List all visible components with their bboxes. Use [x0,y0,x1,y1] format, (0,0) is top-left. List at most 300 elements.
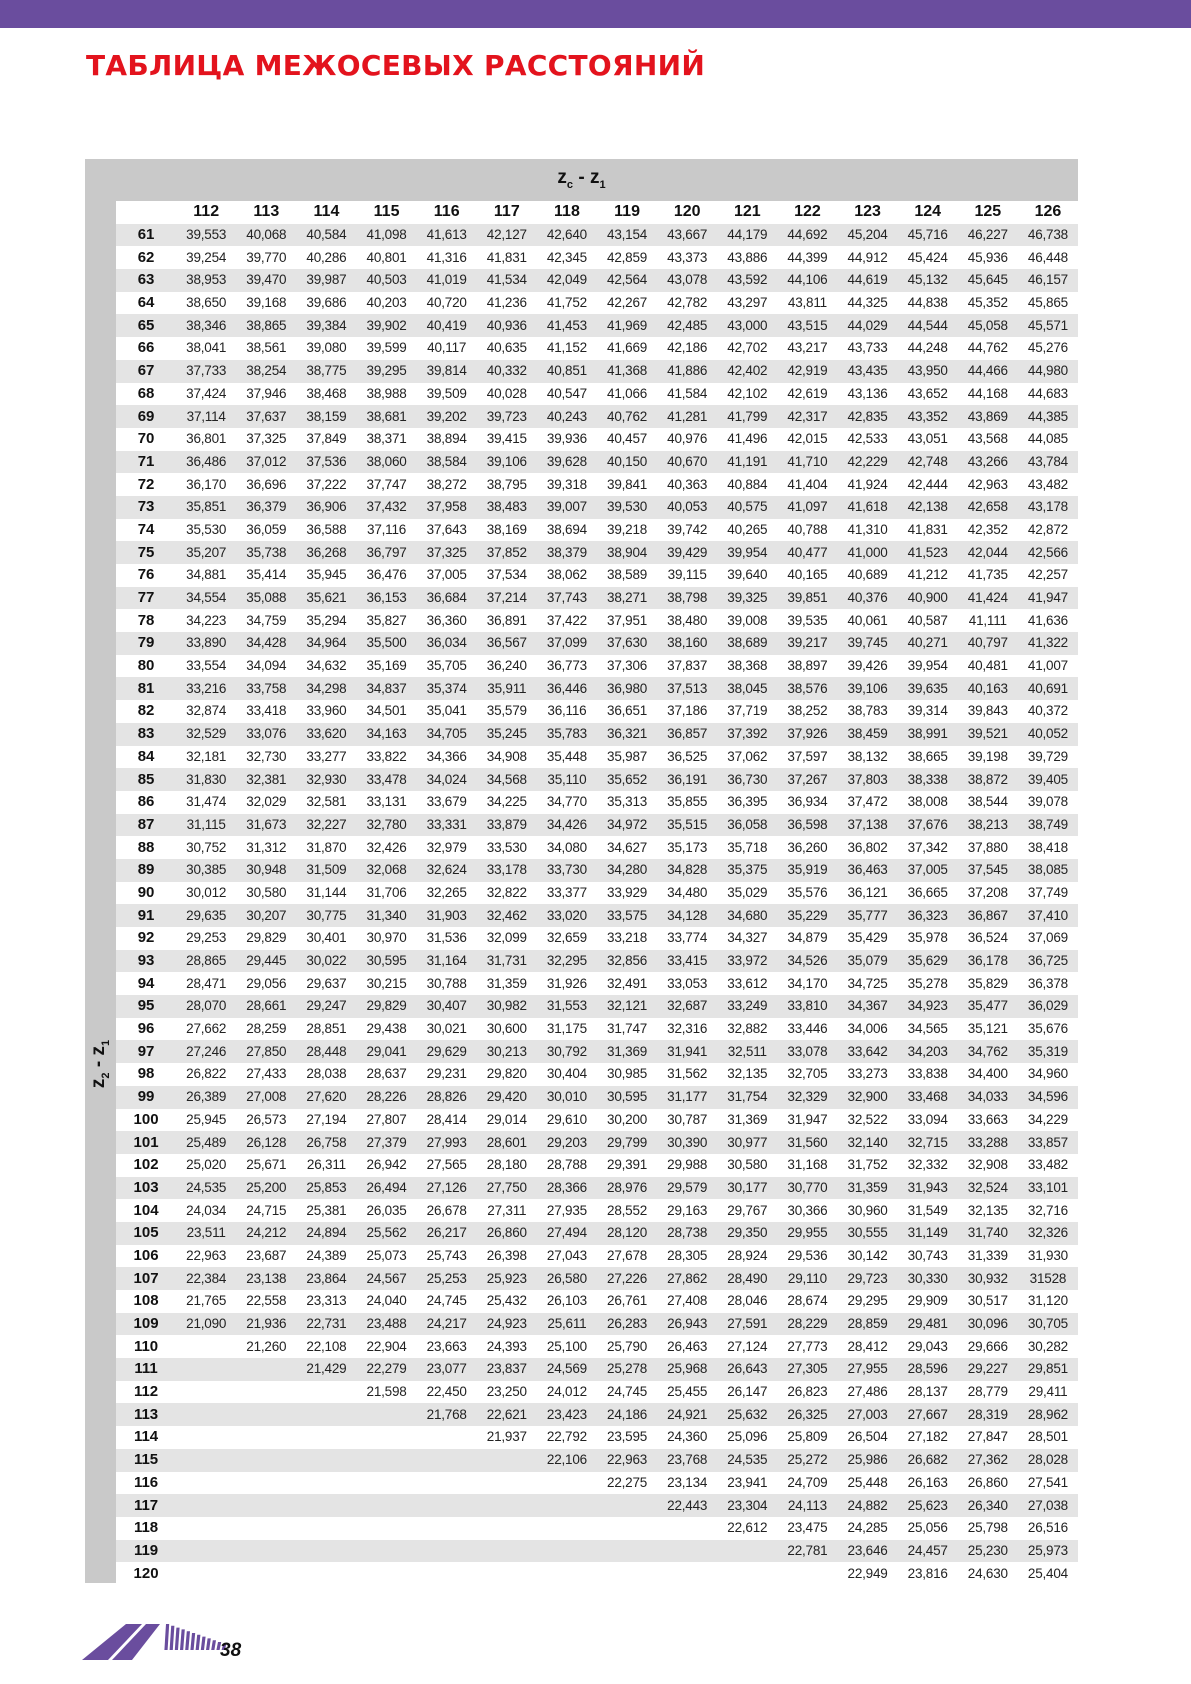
table-cell: 22,781 [777,1540,837,1563]
table-cell: 39,384 [296,314,356,337]
row-header: 98 [137,1065,155,1083]
table-cell: 37,062 [727,748,768,764]
table-cell: 27,226 [597,1267,657,1290]
table-cell: 32,581 [306,794,347,810]
table-cell: 31,120 [1027,1293,1068,1309]
table-cell: 22,963 [597,1449,657,1472]
table-cell: 42,748 [898,451,958,474]
row-header: 102 [133,1156,159,1174]
table-cell: 30,595 [597,1086,657,1109]
table-cell: 30,752 [186,839,227,855]
table-row [116,224,1078,247]
table-row [116,1540,1078,1563]
table-cell: 26,147 [727,1384,768,1400]
table-cell: 43,373 [667,249,708,265]
table-cell: 42,127 [477,224,537,247]
row-header: 104 [133,1201,159,1219]
table-cell: 42,049 [537,269,597,292]
top-color-bar [0,0,1191,28]
table-cell: 25,853 [296,1177,356,1200]
table-cell: 37,012 [236,451,296,474]
table-cell: 32,687 [657,995,717,1018]
table-cell: 39,599 [366,340,407,356]
table-cell: 29,227 [958,1358,1018,1381]
table-cell: 22,792 [546,1429,587,1445]
table-cell: 31,359 [486,975,527,991]
table-cell: 40,068 [236,224,296,247]
table-cell: 39,470 [236,269,296,292]
table-cell [417,1494,477,1517]
table-cell: 38,749 [1018,814,1078,837]
table-cell: 40,936 [477,314,537,337]
table-cell: 31,536 [426,930,467,946]
table-cell: 25,632 [717,1403,777,1426]
table-cell: 25,923 [477,1267,537,1290]
table-cell: 21,260 [246,1338,287,1354]
table-cell: 31,553 [537,995,597,1018]
table-cell: 31,926 [546,975,587,991]
table-cell: 41,710 [777,451,837,474]
table-cell: 25,020 [186,1157,227,1173]
table-cell: 42,317 [777,405,837,428]
table-cell: 35,173 [667,839,708,855]
table-cell: 35,294 [306,612,347,628]
table-cell [296,1403,356,1426]
table-cell: 32,529 [176,723,236,746]
table-cell: 28,851 [306,1021,347,1037]
table-cell [537,1540,597,1563]
table-cell: 34,554 [176,587,236,610]
table-cell: 38,468 [306,385,347,401]
table-cell: 39,429 [657,541,717,564]
table-row [116,1517,1078,1540]
table-cell: 23,134 [667,1474,708,1490]
table-cell: 29,799 [597,1131,657,1154]
table-cell: 26,516 [1027,1520,1068,1536]
table-cell: 32,068 [357,859,417,882]
table-cell [417,1517,477,1540]
table-cell: 25,973 [1018,1540,1078,1563]
table-cell: 35,169 [366,658,407,674]
table-cell: 31,164 [417,950,477,973]
table-cell: 25,671 [246,1157,287,1173]
table-cell: 33,838 [907,1066,948,1082]
table-cell: 31,562 [667,1066,708,1082]
table-cell: 38,160 [657,632,717,655]
table-cell: 37,099 [537,632,597,655]
table-cell: 28,180 [486,1157,527,1173]
table-cell: 32,716 [1027,1202,1068,1218]
table-cell: 42,267 [607,295,648,311]
table-cell: 32,524 [958,1177,1018,1200]
table-cell: 34,972 [597,814,657,837]
table-cell: 46,227 [958,224,1018,247]
table-cell: 42,345 [546,249,587,265]
table-cell: 42,402 [717,360,777,383]
table-cell: 30,366 [787,1202,828,1218]
table-cell: 33,663 [967,1111,1008,1127]
table-cell: 44,179 [717,224,777,247]
table-cell: 33,131 [366,794,407,810]
table-cell: 36,588 [306,521,347,537]
axis-top-sub-a: c [566,178,574,191]
table-row [116,337,1078,360]
table-cell: 32,624 [417,859,477,882]
table-cell: 35,652 [597,768,657,791]
column-header-row [116,201,1078,224]
table-cell: 37,749 [1027,884,1068,900]
table-cell: 28,779 [967,1384,1008,1400]
table-cell: 37,325 [246,431,287,447]
table-cell: 39,509 [426,385,467,401]
table-cell: 38,480 [667,612,708,628]
table-cell: 40,376 [838,587,898,610]
table-cell: 43,000 [717,314,777,337]
table-cell: 27,565 [426,1157,467,1173]
table-cell: 26,311 [306,1157,346,1173]
column-header: 116 [417,201,477,224]
table-cell: 44,325 [847,295,888,311]
table-row [116,1199,1078,1222]
table-row [116,677,1078,700]
table-cell: 37,733 [176,360,236,383]
table-cell: 28,305 [667,1247,708,1263]
table-cell: 34,632 [306,658,347,674]
table-cell: 34,163 [357,723,417,746]
row-header: 120 [133,1564,159,1582]
table-row [116,383,1078,406]
table-cell: 31,740 [958,1222,1018,1245]
table-cell: 36,029 [1018,995,1078,1018]
table-cell: 27,993 [417,1131,477,1154]
table-cell: 41,281 [657,405,717,428]
table-cell: 35,851 [176,496,236,519]
table-cell: 23,423 [537,1403,597,1426]
table-cell: 34,568 [477,768,537,791]
table-cell: 35,477 [958,995,1018,1018]
table-cell: 33,575 [597,904,657,927]
table-cell: 43,154 [597,224,657,247]
table-cell: 37,138 [838,814,898,837]
table-cell: 40,061 [847,612,888,628]
table-cell: 37,472 [847,794,888,810]
table-cell: 24,034 [186,1202,227,1218]
row-header: 109 [116,1313,176,1336]
table-cell [296,1426,356,1449]
table-row [116,904,1078,927]
table-cell: 44,399 [787,249,828,265]
stripes-logo-icon [82,1614,242,1662]
column-header: 115 [357,201,417,224]
table-cell: 40,587 [907,612,948,628]
table-cell: 31,359 [838,1177,898,1200]
table-cell: 28,028 [1018,1449,1078,1472]
table-cell: 41,404 [787,476,828,492]
row-header: 111 [116,1358,176,1381]
table-cell: 25,278 [597,1358,657,1381]
table-cell: 25,489 [176,1131,236,1154]
table-cell: 30,200 [607,1111,648,1127]
table-cell: 43,352 [898,405,958,428]
table-cell: 40,584 [296,224,356,247]
table-cell: 40,689 [847,567,888,583]
table-cell: 40,150 [597,451,657,474]
table-cell: 28,120 [597,1222,657,1245]
table-cell: 44,385 [1018,405,1078,428]
table-cell: 40,851 [537,360,597,383]
table-cell: 27,008 [236,1086,296,1109]
table-cell: 32,462 [477,904,537,927]
table-row [116,1109,1078,1132]
row-header: 117 [116,1494,176,1517]
table-cell: 41,152 [546,340,587,356]
table-cell: 37,392 [717,723,777,746]
table-cell: 39,295 [357,360,417,383]
table-cell: 39,218 [607,521,648,537]
table-cell: 24,040 [366,1293,407,1309]
table-cell: 41,886 [657,360,717,383]
table-cell [477,1449,537,1472]
table-cell: 38,584 [417,451,477,474]
table-cell: 32,730 [246,748,287,764]
table-cell: 44,683 [1027,385,1068,401]
table-cell: 29,411 [1028,1384,1068,1400]
table-cell: 29,829 [357,995,417,1018]
table-cell: 28,859 [838,1313,898,1336]
table-cell: 43,297 [727,295,768,311]
table-cell: 22,108 [306,1338,347,1354]
table-cell: 41,636 [1027,612,1068,628]
table-cell: 34,327 [727,930,768,946]
table-cell: 33,972 [717,950,777,973]
table-cell: 44,980 [1018,360,1078,383]
table-row [116,836,1078,859]
table-cell: 29,014 [486,1111,527,1127]
table-cell: 42,566 [1018,541,1078,564]
table-cell: 34,128 [657,904,717,927]
table-cell: 27,379 [357,1131,417,1154]
row-header: 82 [137,702,155,720]
table-cell [657,1562,717,1585]
table-cell: 36,567 [477,632,537,655]
table-cell: 40,372 [1027,703,1068,719]
table-cell: 23,475 [787,1520,828,1536]
table-cell: 40,265 [727,521,768,537]
table-row [116,746,1078,769]
table-cell: 44,168 [967,385,1008,401]
table-cell: 35,319 [1018,1040,1078,1063]
table-row [116,1222,1078,1245]
table-cell: 32,329 [777,1086,837,1109]
axis-label-top [85,167,1078,191]
table-cell: 39,729 [1027,748,1068,764]
table-cell: 37,186 [667,703,708,719]
table-cell: 34,024 [417,768,477,791]
table-cell: 41,007 [1027,658,1068,674]
table-cell: 23,595 [607,1429,648,1445]
table-cell: 40,720 [426,295,467,311]
table-cell: 44,544 [898,314,958,337]
table-cell: 41,111 [968,612,1007,628]
table-cell: 31,340 [357,904,417,927]
table-cell: 36,684 [417,587,477,610]
table-cell: 34,298 [296,677,356,700]
table-cell: 27,935 [546,1202,587,1218]
table-cell: 24,212 [236,1222,296,1245]
table-cell: 32,426 [366,839,407,855]
table-cell: 35,029 [727,884,768,900]
table-cell: 38,085 [1018,859,1078,882]
row-header: 105 [116,1222,176,1245]
table-cell: 29,629 [417,1040,477,1063]
table-cell: 38,681 [357,405,417,428]
table-cell: 31,947 [787,1111,828,1127]
table-cell: 41,212 [907,567,948,583]
table-cell: 29,163 [667,1202,708,1218]
table-cell: 31,903 [417,904,477,927]
table-cell: 33,620 [296,723,356,746]
table-cell: 29,666 [967,1338,1008,1354]
table-row [116,496,1078,519]
center-distance-table [116,201,1078,1585]
row-header: 112 [133,1383,159,1401]
row-header: 74 [137,520,155,538]
table-cell: 36,321 [597,723,657,746]
table-cell: 27,847 [967,1429,1008,1445]
column-header: 113 [236,201,296,224]
table-cell: 43,592 [717,269,777,292]
table-cell: 33,679 [426,794,467,810]
table-cell: 40,900 [898,587,958,610]
table-cell: 37,534 [486,567,527,583]
table-cell [296,1449,356,1472]
table-cell: 37,545 [958,859,1018,882]
axis-left-sep: - [88,1055,110,1073]
row-header: 86 [137,793,155,811]
table-cell: 34,400 [967,1066,1008,1082]
table-cell: 35,978 [907,930,948,946]
table-cell: 22,949 [847,1565,888,1581]
table-cell: 36,446 [537,677,597,700]
table-cell: 32,326 [1018,1222,1078,1245]
table-cell: 37,849 [306,431,347,447]
table-row [116,1381,1078,1404]
table-cell: 31,560 [777,1131,837,1154]
table-cell: 41,924 [847,476,888,492]
table-cell: 26,398 [486,1247,527,1263]
table-cell: 28,366 [537,1177,597,1200]
table-cell: 27,246 [176,1040,236,1063]
table-cell: 29,635 [176,904,236,927]
table-cell [537,1472,597,1495]
table-cell: 29,445 [236,950,296,973]
table-cell: 29,350 [717,1222,777,1245]
table-cell: 38,346 [176,314,236,337]
table-cell: 30,021 [426,1021,467,1037]
table-cell: 34,908 [486,748,527,764]
row-header: 110 [133,1337,159,1355]
table-cell: 30,580 [246,884,287,900]
table-row [116,768,1078,791]
column-header: 114 [296,201,356,224]
table-cell: 35,530 [186,521,227,537]
table-cell [176,1358,236,1381]
table-cell: 26,643 [717,1358,777,1381]
table-cell: 44,106 [777,269,837,292]
table-cell: 35,414 [246,567,287,583]
table-cell: 25,096 [727,1429,768,1445]
table-cell: 34,879 [787,930,828,946]
table-cell: 43,178 [1018,496,1078,519]
table-cell: 32,099 [486,930,527,946]
table-cell: 31,369 [727,1111,768,1127]
axis-top-var-b: z [589,167,600,188]
row-header: 103 [116,1177,176,1200]
table-cell: 41,453 [537,314,597,337]
table-cell: 28,226 [357,1086,417,1109]
column-header: 117 [477,201,537,224]
table-cell: 27,043 [546,1247,587,1263]
table-cell: 33,216 [176,677,236,700]
table-cell: 23,768 [657,1449,717,1472]
row-header: 83 [116,723,176,746]
table-cell: 30,770 [777,1177,837,1200]
table-cell: 45,276 [1027,340,1068,356]
table-cell: 24,567 [357,1267,417,1290]
page-title: ТАБЛИЦА МЕЖОСЕВЫХ РАССТОЯНИЙ [86,49,706,82]
table-cell: 26,283 [597,1313,657,1336]
table-cell: 23,816 [907,1565,948,1581]
table-cell: 34,837 [357,677,417,700]
table-row [116,1426,1078,1449]
row-header: 91 [116,904,176,927]
row-header: 118 [133,1519,159,1537]
table-cell: 32,135 [967,1202,1008,1218]
table-cell: 32,332 [907,1157,948,1173]
table-cell: 32,874 [186,703,227,719]
table-cell: 28,738 [657,1222,717,1245]
table-cell: 30,932 [958,1267,1018,1290]
table-cell: 23,687 [246,1247,287,1263]
table-cell: 24,389 [306,1247,347,1263]
column-header: 124 [898,201,958,224]
table-cell: 40,053 [657,496,717,519]
table-cell: 33,730 [537,859,597,882]
table-row [116,655,1078,678]
table-cell: 30,012 [186,884,227,900]
table-cell: 45,645 [958,269,1018,292]
table-cell: 45,865 [1027,295,1068,311]
table-cell: 25,798 [967,1520,1008,1536]
table-cell: 34,759 [246,612,287,628]
table-cell: 38,041 [186,340,227,356]
table-cell: 29,955 [777,1222,837,1245]
table-cell: 41,019 [417,269,477,292]
table-cell: 23,313 [306,1293,347,1309]
table-cell: 26,389 [176,1086,236,1109]
table-cell: 31,149 [898,1222,958,1245]
table-cell: 44,692 [777,224,837,247]
table-row [116,1131,1078,1154]
table-cell: 39,954 [717,541,777,564]
table-cell [537,1562,597,1585]
table-cell: 40,363 [667,476,708,492]
table-cell: 26,325 [777,1403,837,1426]
table-cell: 32,181 [186,748,227,764]
table-cell: 40,271 [898,632,958,655]
table-cell: 31,177 [657,1086,717,1109]
table-cell: 39,217 [777,632,837,655]
